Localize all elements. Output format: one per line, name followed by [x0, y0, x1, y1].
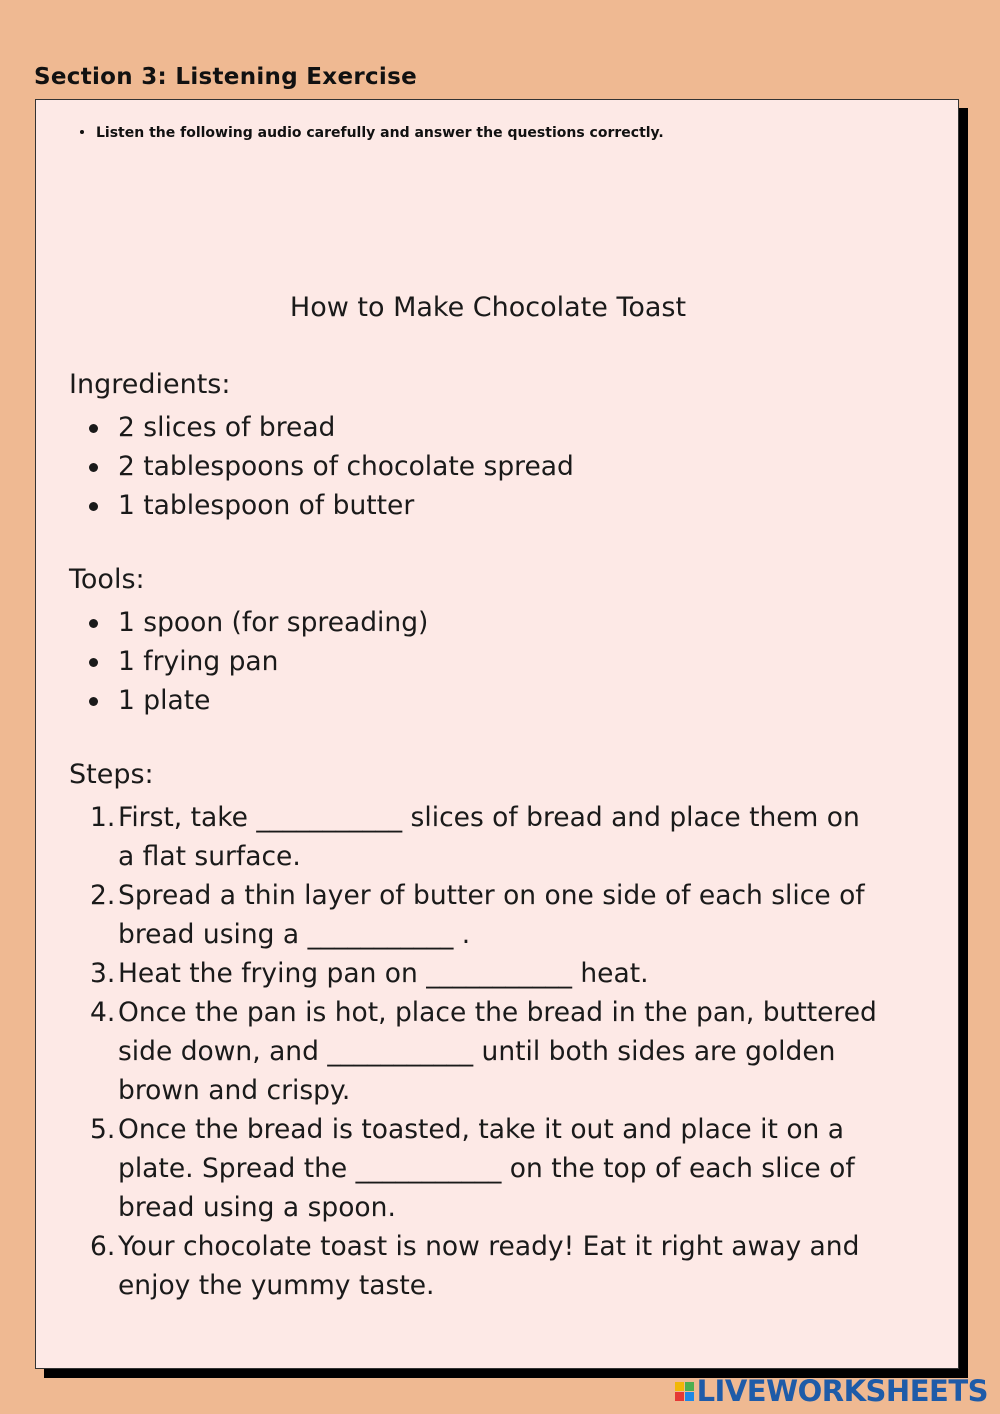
- tool-text: 1 spoon (for spreading): [118, 607, 429, 638]
- tools-heading: Tools:: [69, 564, 145, 595]
- step-number: 1.: [90, 802, 116, 833]
- tools-list: [0, 603, 428, 720]
- step-item: [0, 954, 878, 993]
- step-item: [0, 1110, 878, 1227]
- steps-list: [0, 798, 878, 1305]
- logo-mark-square: [675, 1392, 684, 1401]
- instruction-text: Listen the following audio carefully and answer the questions correctly.: [96, 125, 664, 141]
- logo-mark-square: [675, 1382, 684, 1391]
- list-item: [0, 486, 574, 525]
- step-item: [0, 993, 878, 1110]
- step-item: [0, 1227, 878, 1305]
- liveworksheets-logo[interactable]: [675, 1374, 988, 1408]
- step-text: Heat the frying pan on ___________ heat.: [118, 958, 649, 989]
- step-text: Spread a thin layer of butter on one side of each slice of bread using a ___________ .: [118, 880, 865, 950]
- ingredient-text: 2 slices of bread: [118, 412, 336, 443]
- tool-text: 1 frying pan: [118, 646, 279, 677]
- ingredient-text: 1 tablespoon of butter: [118, 490, 415, 521]
- bullet-icon: [80, 130, 84, 134]
- instruction: [80, 125, 664, 141]
- logo-mark-square: [685, 1392, 694, 1401]
- logo-text: LIVEWORKSHEETS: [696, 1374, 988, 1408]
- list-item: [0, 447, 574, 486]
- step-item: [0, 876, 878, 954]
- ingredients-list: [0, 408, 574, 525]
- step-number: 2.: [90, 880, 116, 911]
- liveworksheets-logo-icon: [675, 1382, 694, 1401]
- list-item: [0, 642, 428, 681]
- ingredients-heading: Ingredients:: [69, 369, 231, 400]
- ingredient-text: 2 tablespoons of chocolate spread: [118, 451, 574, 482]
- recipe-title: How to Make Chocolate Toast: [289, 292, 687, 323]
- step-text: Once the bread is toasted, take it out and place it on a plate. Spread the ___________ on the top of each slice of bread using a spoon.: [118, 1114, 855, 1223]
- step-number: 3.: [90, 958, 116, 989]
- section-title: Section 3: Listening Exercise: [34, 64, 417, 90]
- step-number: 6.: [90, 1231, 116, 1262]
- step-text: Once the pan is hot, place the bread in the pan, buttered side down, and ___________ until both sides are golden brown and crispy.: [118, 997, 877, 1106]
- bullet-icon: [89, 697, 98, 706]
- step-text: First, take ___________ slices of bread and place them on a flat surface.: [118, 802, 860, 872]
- bullet-icon: [89, 502, 98, 511]
- bullet-icon: [89, 619, 98, 628]
- list-item: [0, 681, 428, 720]
- logo-mark-square: [685, 1382, 694, 1391]
- list-item: [0, 603, 428, 642]
- tool-text: 1 plate: [118, 685, 211, 716]
- bullet-icon: [89, 463, 98, 472]
- bullet-icon: [89, 424, 98, 433]
- bullet-icon: [89, 658, 98, 667]
- steps-heading: Steps:: [69, 759, 154, 790]
- step-number: 4.: [90, 997, 116, 1028]
- step-number: 5.: [90, 1114, 116, 1145]
- step-item: [0, 798, 878, 876]
- list-item: [0, 408, 574, 447]
- step-text: Your chocolate toast is now ready! Eat it right away and enjoy the yummy taste.: [118, 1231, 860, 1301]
